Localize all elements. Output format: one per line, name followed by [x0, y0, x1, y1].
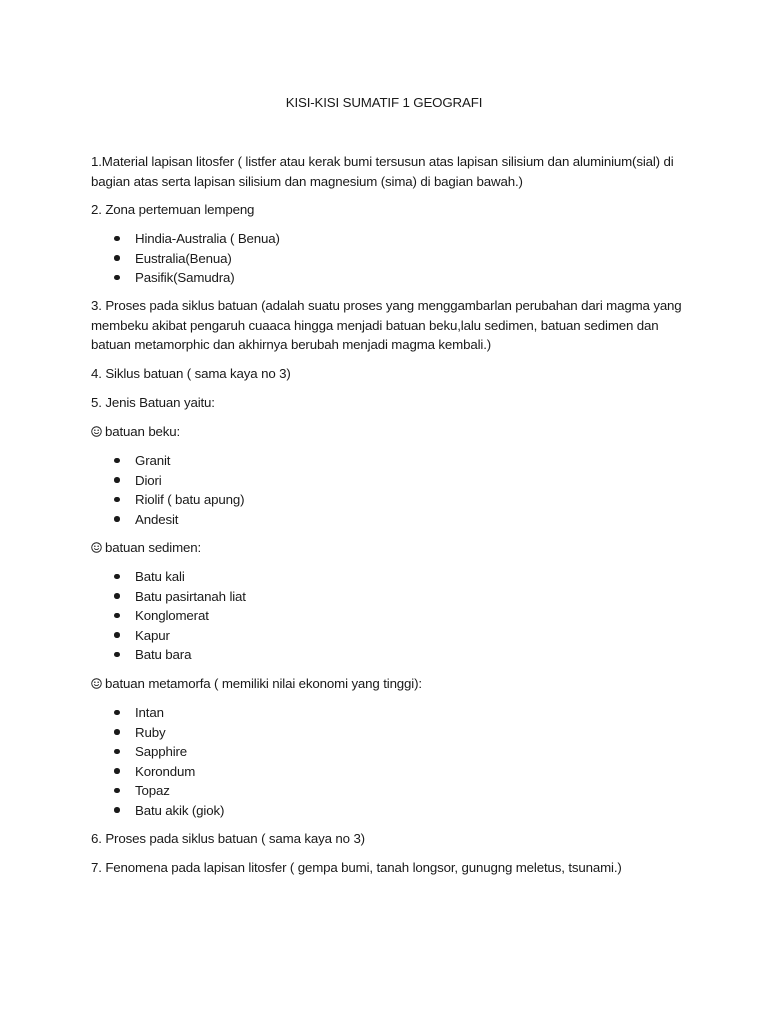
list-item: Intan: [91, 703, 224, 723]
document-title: KISI-KISI SUMATIF 1 GEOGRAFI: [285, 95, 483, 110]
item-2-heading: 2. Zona pertemuan lempeng: [91, 202, 255, 217]
list-item: Batu kali: [91, 567, 246, 587]
list-item: Granit: [91, 451, 244, 471]
smiley-icon: [91, 542, 102, 553]
bullet-icon: [114, 516, 120, 522]
list-item: Diori: [91, 471, 244, 491]
list-item: Sapphire: [91, 742, 224, 762]
smiley-icon: [91, 678, 102, 689]
bullet-icon: [114, 458, 120, 464]
batuan-beku-label: batuan beku:: [91, 422, 180, 442]
list-item: Hindia-Australia ( Benua): [91, 229, 280, 249]
bullet-icon: [114, 710, 120, 716]
item-3-line-3: batuan metamorphic dan akhirnya berubah menjadi magma kembali.): [91, 337, 492, 352]
item-1-line-1: 1.Material lapisan litosfer ( listfer atau kerak bumi tersusun atas lapisan silisium dan aluminium(sial) di: [91, 154, 674, 169]
bullet-icon: [114, 749, 120, 755]
list-item: Pasifik(Samudra): [91, 268, 280, 288]
list-item: Konglomerat: [91, 606, 246, 626]
list-item: Eustralia(Benua): [91, 249, 280, 269]
plate-zone-list: [91, 229, 280, 288]
bullet-icon: [114, 574, 120, 580]
bullet-icon: [114, 236, 120, 242]
item-3-line-1: 3. Proses pada siklus batuan (adalah suatu proses yang menggambarlan perubahan dari magma yang: [91, 298, 682, 313]
bullet-icon: [114, 632, 120, 638]
bullet-icon: [114, 768, 120, 774]
smiley-icon: [91, 426, 102, 437]
list-item: Batu pasirtanah liat: [91, 587, 246, 607]
list-item: Korondum: [91, 762, 224, 782]
bullet-icon: [114, 477, 120, 483]
list-item: Andesit: [91, 510, 244, 530]
list-item: Ruby: [91, 723, 224, 743]
bullet-icon: [114, 275, 120, 281]
list-item: Kapur: [91, 626, 246, 646]
batuan-metamorfa-label: batuan metamorfa ( memiliki nilai ekonomi yang tinggi):: [91, 674, 422, 694]
list-item: Topaz: [91, 781, 224, 801]
bullet-icon: [114, 497, 120, 503]
item-4-heading: 4. Siklus batuan ( sama kaya no 3): [91, 366, 291, 381]
item-3-line-2: membeku akibat pengaruh cuaaca hingga menjadi batuan beku,lalu sedimen, batuan sedimen dan: [91, 317, 659, 333]
batuan-sedimen-list: [91, 567, 246, 665]
batuan-metamorfa-list: [91, 703, 224, 820]
batuan-sedimen-label: batuan sedimen:: [91, 538, 201, 558]
bullet-icon: [114, 807, 120, 813]
batuan-beku-list: [91, 451, 244, 529]
bullet-icon: [114, 255, 120, 261]
item-6-heading: 6. Proses pada siklus batuan ( sama kaya no 3): [91, 831, 365, 846]
item-1-line-2: bagian atas serta lapisan silisium dan magnesium (sima) di bagian bawah.): [91, 173, 523, 189]
list-item: Batu akik (giok): [91, 801, 224, 821]
bullet-icon: [114, 613, 120, 619]
item-7-heading: 7. Fenomena pada lapisan litosfer ( gempa bumi, tanah longsor, gunugng meletus, tsunami.): [91, 860, 622, 875]
bullet-icon: [114, 652, 120, 658]
bullet-icon: [114, 729, 120, 735]
bullet-icon: [114, 593, 120, 599]
bullet-icon: [114, 788, 120, 794]
list-item: Riolif ( batu apung): [91, 490, 244, 510]
list-item: Batu bara: [91, 645, 246, 665]
item-5-heading: 5. Jenis Batuan yaitu:: [91, 395, 215, 410]
